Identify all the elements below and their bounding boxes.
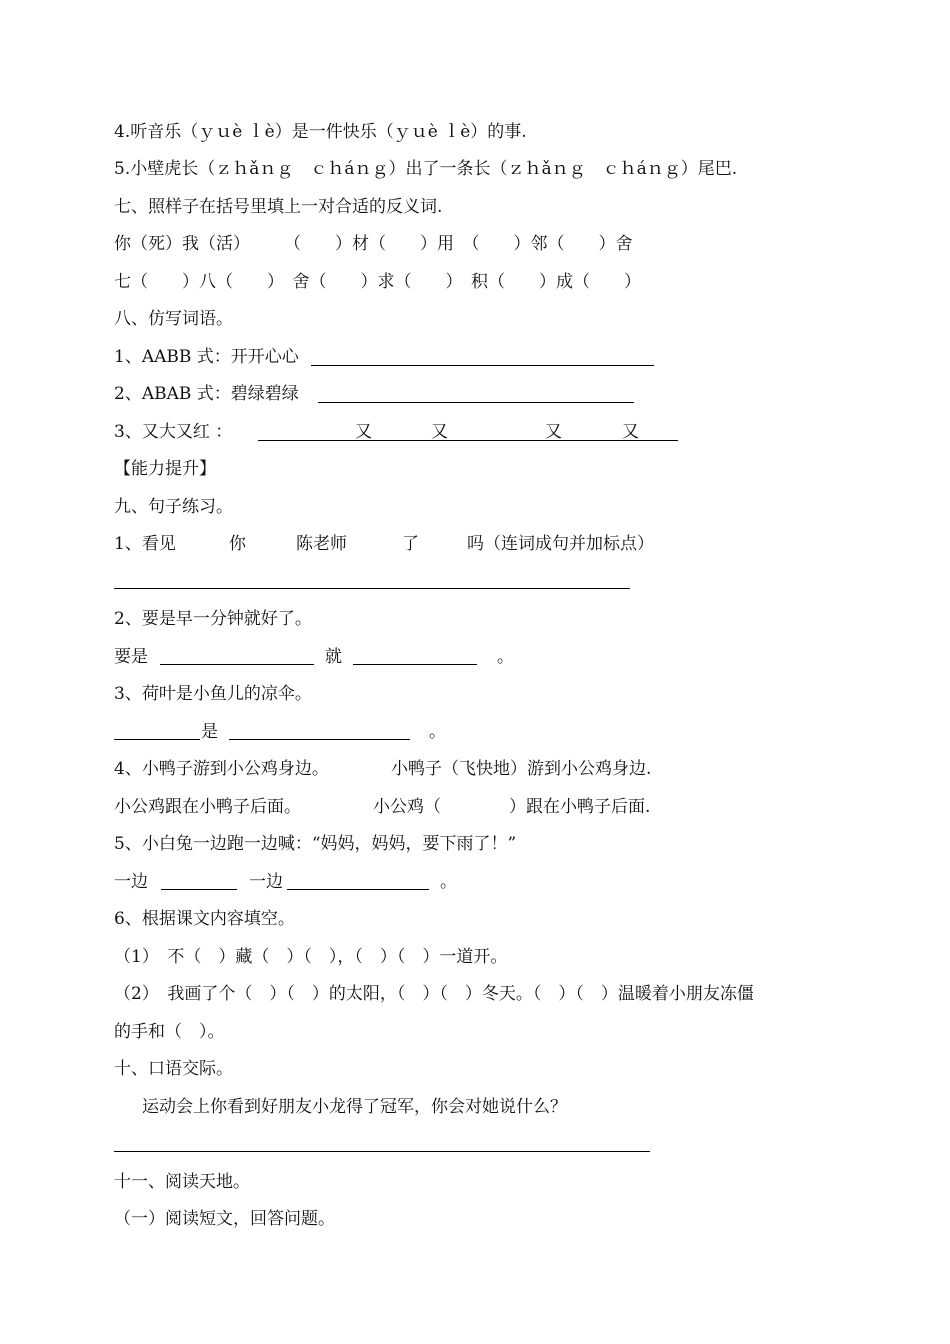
metaphor-blank-2[interactable]	[229, 739, 410, 740]
you-char-2: 又	[431, 422, 448, 442]
yaoshi-label: 要是	[114, 647, 148, 667]
antonym-row-2: 七（ ）八（ ） 舍（ ）求（ ） 积（ ）成（ ）	[114, 272, 641, 292]
word-order-word-1: 1、看见	[114, 534, 176, 554]
expand-sentence-answer: 小公鸡（ ）跟在小鸭子后面.	[373, 797, 651, 817]
reading-passage-1-title: （一）阅读短文，回答问题。	[114, 1209, 335, 1229]
you-char-4: 又	[622, 422, 639, 442]
yaoshi-question: 2、要是早一分钟就好了。	[114, 609, 312, 629]
speaking-prompt: 运动会上你看到好朋友小龙得了冠军，你会对她说什么？	[142, 1097, 567, 1117]
you-char-1: 又	[355, 422, 372, 442]
metaphor-question: 3、荷叶是小鱼儿的凉伞。	[114, 684, 312, 704]
shi-label: 是	[201, 722, 218, 742]
metaphor-period: 。	[429, 722, 446, 742]
section-7-title: 七、照样子在括号里填上一对合适的反义词.	[114, 197, 443, 217]
word-order-word-4: 了	[402, 534, 419, 554]
section-9-title: 九、句子练习。	[114, 497, 233, 517]
yibian-blank-1[interactable]	[161, 889, 237, 890]
word-order-answer-line[interactable]	[114, 588, 630, 589]
yibian-label-1: 一边	[114, 872, 148, 892]
you-answer-line[interactable]	[258, 440, 678, 441]
expand-sentence-example: 4、小鸭子游到小公鸡身边。	[114, 759, 329, 779]
fill-text-item-1: （1） 不（ ）藏（ ）（ ），（ ）（ ）一道开。	[114, 947, 508, 967]
jiu-blank[interactable]	[353, 664, 477, 665]
abab-question: 2、ABAB 式：碧绿碧绿	[114, 384, 299, 404]
word-order-instruction: 吗（连词成句并加标点）	[467, 534, 654, 554]
speaking-answer-line[interactable]	[114, 1151, 650, 1152]
yibian-blank-2[interactable]	[287, 889, 429, 890]
metaphor-blank-1[interactable]	[114, 739, 200, 740]
expand-sentence-example-answer: 小鸭子（飞快地）游到小公鸡身边.	[391, 759, 652, 779]
pinyin-question-5: 5.小壁虎长（ｚｈǎｎｇ ｃｈáｎｇ）出了一条长（ｚｈǎｎｇ ｃｈáｎｇ）尾巴.	[114, 159, 738, 179]
fill-text-item-2: （2） 我画了个（ ）（ ）的太阳，（ ）（ ）冬天。（ ）（ ）温暖着小朋友冻僵	[114, 984, 754, 1004]
aabb-answer-line[interactable]	[311, 365, 654, 366]
ability-heading: 【能力提升】	[114, 459, 216, 479]
yaoshi-period: 。	[497, 647, 514, 667]
section-8-title: 八、仿写词语。	[114, 309, 233, 329]
fill-text-item-2-cont: 的手和（ ）。	[114, 1022, 225, 1042]
section-10-title: 十、口语交际。	[114, 1059, 233, 1079]
yibian-label-2: 一边	[249, 872, 283, 892]
antonym-row-1: 你（死）我（活） （ ）材（ ）用 （ ）邻（ ）舍	[114, 234, 633, 254]
word-order-word-2: 你	[229, 534, 246, 554]
section-11-title: 十一、阅读天地。	[114, 1172, 250, 1192]
fill-text-question: 6、根据课文内容填空。	[114, 909, 295, 929]
yibian-question: 5、小白兔一边跑一边喊：“妈妈，妈妈，要下雨了！”	[114, 834, 517, 854]
aabb-question: 1、AABB 式：开开心心	[114, 347, 299, 367]
you-char-3: 又	[545, 422, 562, 442]
jiu-label: 就	[325, 647, 342, 667]
pinyin-question-4: 4.听音乐（ｙｕè ｌè）是一件快乐（ｙｕè ｌè）的事.	[114, 122, 527, 142]
word-order-word-3: 陈老师	[296, 534, 347, 554]
abab-answer-line[interactable]	[318, 402, 634, 403]
expand-sentence-question: 小公鸡跟在小鸭子后面。	[114, 797, 301, 817]
yaoshi-blank[interactable]	[160, 664, 314, 665]
you-da-you-hong-question: 3、又大又红 ：	[114, 422, 233, 442]
yibian-period: 。	[440, 872, 457, 892]
